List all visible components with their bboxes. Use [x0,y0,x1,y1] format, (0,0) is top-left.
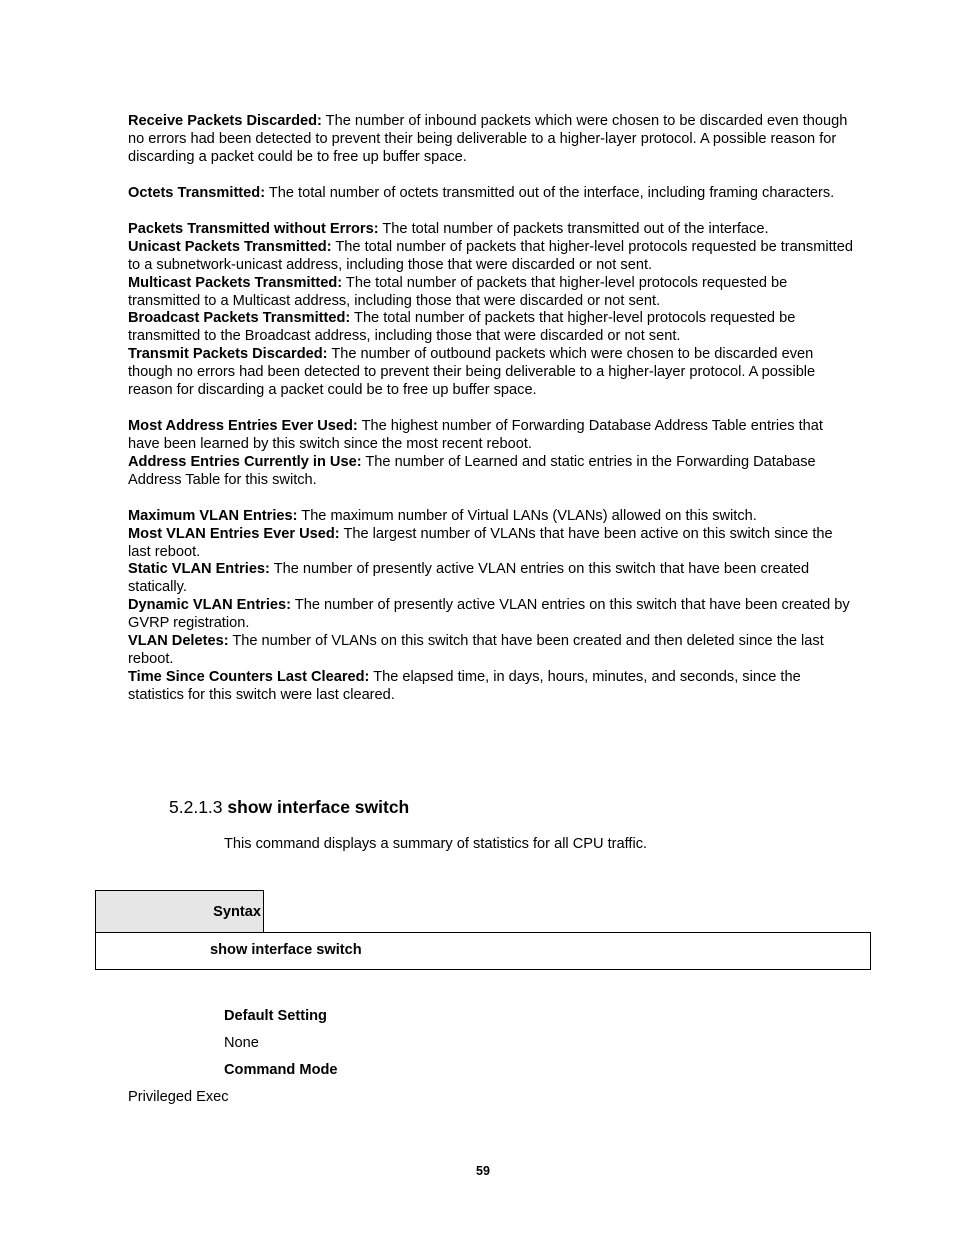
entry-desc: The number of inbound packets which were chosen to be discarded even though no errors had been detected to prevent their being deliverable to a higher-layer protocol. A possible reason for discarding a packet could be to free up buffer space. [128,113,848,165]
section-number: 5.2.1.3 [169,797,228,817]
entry-term: Time Since Counters Last Cleared: [128,669,370,685]
entry-term: Octets Transmitted: [128,185,266,201]
entry-maximum-vlan-entries [128,507,858,525]
entry-vlan-deletes [128,632,858,668]
entry-desc: The number of VLANs on this switch that have been created and then deleted since the last reboot. [128,633,824,667]
entry-term: Most Address Entries Ever Used: [128,418,358,434]
entry-desc: The elapsed time, in days, hours, minutes, and seconds, since the statistics for this switch were last cleared. [128,669,801,703]
section-title: show interface switch [227,797,410,817]
entry-term: Multicast Packets Transmitted: [128,275,343,291]
entry-term: Dynamic VLAN Entries: [128,597,292,613]
entry-term: Broadcast Packets Transmitted: [128,310,351,326]
entry-desc: The total number of packets that higher-level protocols requested be transmitted to the Broadcast address, including those that were discarded or not sent. [128,310,796,344]
entry-term: Static VLAN Entries: [128,561,270,577]
entry-desc: The total number of octets transmitted out of the interface, including framing characters. [265,185,835,201]
entry-term: Receive Packets Discarded: [128,113,322,129]
entry-transmit-packets-discarded [128,345,858,399]
entry-term: VLAN Deletes: [128,633,229,649]
entry-term: Address Entries Currently in Use: [128,454,362,470]
entry-address-entries-currently-in-use [128,453,858,489]
entry-desc: The number of outbound packets which were chosen to be discarded even though no errors had been detected to prevent their being deliverable to a higher-layer protocol. A possible reason for discarding a packet could be to free up buffer space. [128,346,816,398]
syntax-command: show interface switch [210,942,362,958]
entry-multicast-packets-transmitted [128,274,858,310]
default-setting-value: None [224,1035,259,1051]
entry-desc: The largest number of VLANs that have been active on this switch since the last reboot. [128,526,833,560]
entry-desc: The highest number of Forwarding Database Address Table entries that have been learned by this switch since the most recent reboot. [128,418,823,452]
syntax-header-cell [95,890,264,933]
entry-receive-packets-discarded [128,112,858,166]
entry-term: Unicast Packets Transmitted: [128,239,332,255]
section-intro: This command displays a summary of statistics for all CPU traffic. [224,836,648,852]
entry-static-vlan-entries [128,560,858,596]
entry-most-address-entries-ever-used [128,417,858,453]
entry-term: Transmit Packets Discarded: [128,346,328,362]
entry-desc: The number of presently active VLAN entries on this switch that have been created by GVRP registration. [128,597,850,631]
entry-term: Maximum VLAN Entries: [128,508,298,524]
entry-broadcast-packets-transmitted [128,309,858,345]
entry-most-vlan-entries-ever-used [128,525,858,561]
syntax-header-label: Syntax [213,904,261,920]
entry-desc: The total number of packets that higher-level protocols requested be transmitted to a subnetwork-unicast address, including those that were discarded or not sent. [128,239,853,273]
command-mode-value: Privileged Exec [128,1089,229,1105]
entry-packets-transmitted-without-errors [128,220,858,238]
entry-dynamic-vlan-entries [128,596,858,632]
entry-term: Most VLAN Entries Ever Used: [128,526,340,542]
entry-desc: The total number of packets transmitted out of the interface. [378,221,769,237]
entry-desc: The number of presently active VLAN entries on this switch that have been created statically. [128,561,810,595]
entry-desc: The maximum number of Virtual LANs (VLANs) allowed on this switch. [297,508,757,524]
entry-octets-transmitted [128,184,858,202]
entry-time-since-counters-last-cleared [128,668,858,704]
section-heading [169,796,409,818]
page-number: 59 [476,1164,490,1178]
default-setting-label: Default Setting [224,1008,327,1024]
syntax-command-cell [95,932,871,970]
entry-unicast-packets-transmitted [128,238,858,274]
entry-term: Packets Transmitted without Errors: [128,221,379,237]
command-mode-label: Command Mode [224,1062,338,1078]
entry-desc: The total number of packets that higher-level protocols requested be transmitted to a Multicast address, including those that were discarded or not sent. [128,275,788,309]
entry-desc: The number of Learned and static entries in the Forwarding Database Address Table for this switch. [128,454,816,488]
